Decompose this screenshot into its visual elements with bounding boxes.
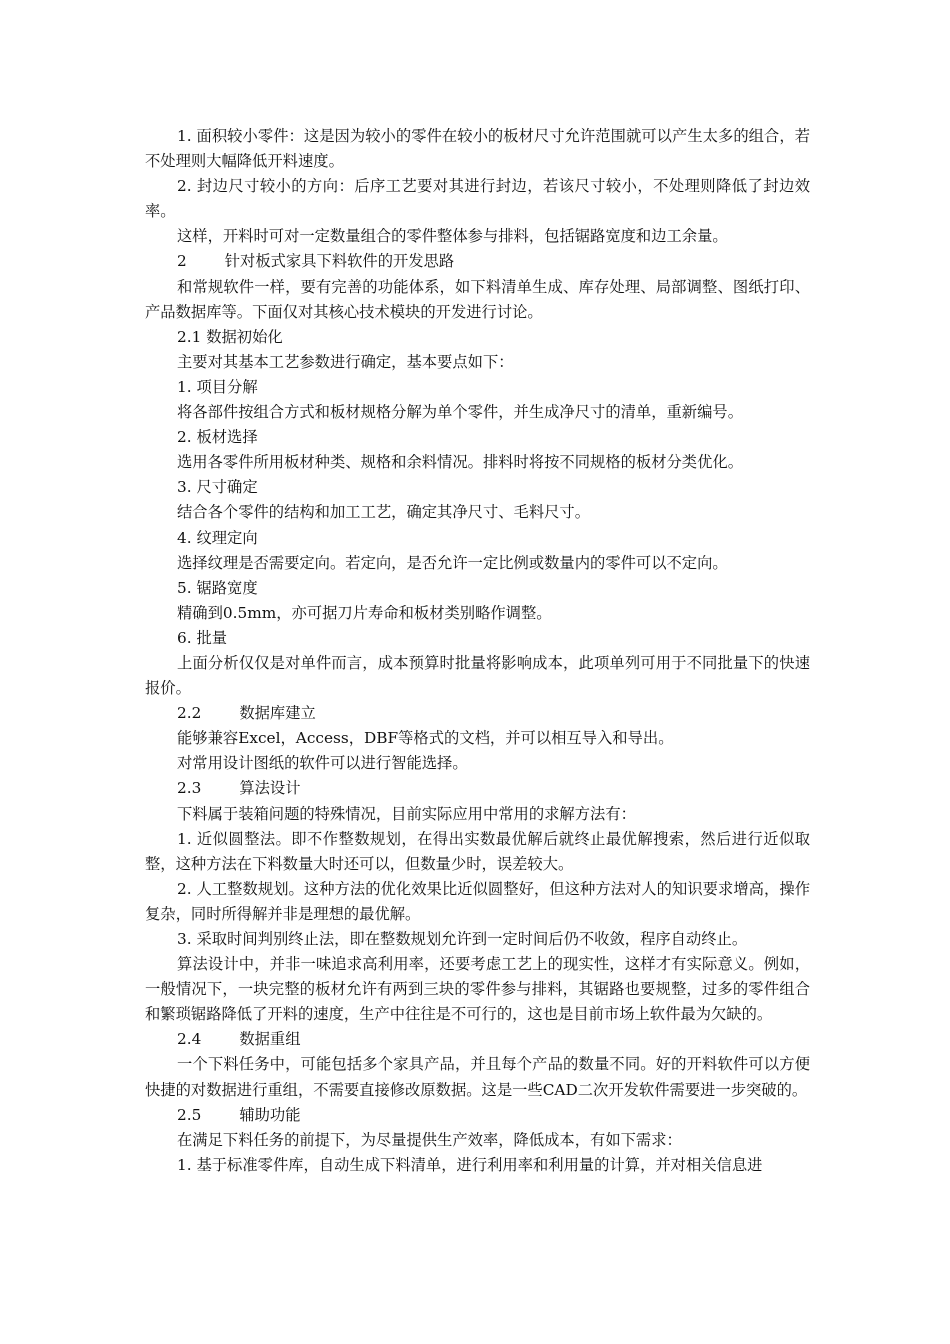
paragraph: 精确到0.5mm，亦可据刀片寿命和板材类别略作调整。 [177, 603, 552, 622]
list-item-heading: 3. 尺寸确定 [177, 478, 258, 497]
list-item-heading: 6. 批量 [177, 628, 228, 647]
section-heading-2 [145, 249, 810, 274]
paragraph: 将各部件按组合方式和板材规格分解为单个零件，并生成净尺寸的清单，重新编号。 [177, 403, 743, 422]
section-number: 2.3 [177, 779, 202, 798]
paragraph: 1. 基于标准零件库，自动生成下料清单，进行利用率和利用量的计算，并对相关信息进 [177, 1155, 763, 1174]
list-item-heading: 4. 纹理定向 [177, 528, 258, 547]
paragraph: 和常规软件一样，要有完善的功能体系，如下料清单生成、库存处理、局部调整、图纸打印、产品数据库等。下面仅对其核心技术模块的开发进行讨论。 [145, 277, 810, 321]
paragraph: 算法设计中，并非一味追求高利用率，还要考虑工艺上的现实性，这样才有实际意义。例如，一般情况下，一块完整的板材允许有两到三块的零件参与排料，其锯路也要规整，过多的零件组合和繁琐锯路降低了开料的速度，生产中往往是不可行的，这也是目前市场上软件最为欠缺的。 [145, 955, 810, 1024]
section-title: 辅助功能 [239, 1105, 301, 1124]
paragraph: 选用各零件所用板材种类、规格和余料情况。排料时将按不同规格的板材分类优化。 [177, 453, 743, 472]
paragraph: 结合各个零件的结构和加工工艺，确定其净尺寸、毛料尺寸。 [177, 503, 591, 522]
section-heading-2-1: 2.1 数据初始化 [177, 327, 283, 346]
list-item-heading: 2. 板材选择 [177, 428, 258, 447]
paragraph: 下料属于装箱问题的特殊情况，目前实际应用中常用的求解方法有： [177, 804, 636, 823]
list-item-heading: 1. 项目分解 [177, 377, 258, 396]
section-number: 2.4 [177, 1030, 202, 1049]
paragraph: 能够兼容Excel，Access，DBF等格式的文档，并可以相互导入和导出。 [177, 729, 674, 748]
paragraph: 对常用设计图纸的软件可以进行智能选择。 [177, 754, 468, 773]
paragraph: 1. 面积较小零件：这是因为较小的零件在较小的板材尺寸允许范围就可以产生太多的组合，若不处理则大幅降低开料速度。 [145, 127, 810, 171]
paragraph: 3. 采取时间判别终止法，即在整数规划允许到一定时间后仍不收敛，程序自动终止。 [177, 930, 748, 948]
section-title: 算法设计 [239, 779, 301, 798]
paragraph: 一个下料任务中，可能包括多个家具产品，并且每个产品的数量不同。好的开料软件可以方便快捷的对数据进行重组，不需要直接修改原数据。这是一些CAD二次开发软件需要进一步突破的。 [145, 1055, 810, 1099]
paragraph: 主要对其基本工艺参数进行确定，基本要点如下： [177, 352, 514, 371]
section-title: 针对板式家具下料软件的开发思路 [224, 252, 455, 271]
section-title: 数据库建立 [239, 704, 316, 723]
section-number: 2.5 [177, 1105, 202, 1124]
paragraph: 选择纹理是否需要定向。若定向，是否允许一定比例或数量内的零件可以不定向。 [177, 553, 728, 572]
paragraph: 2. 人工整数规划。这种方法的优化效果比近似圆整好，但这种方法对人的知识要求增高，操作复杂，同时所得解并非是理想的最优解。 [145, 879, 810, 923]
section-heading-2-4 [145, 1027, 810, 1052]
section-number: 2 [177, 252, 187, 271]
paragraph: 这样，开料时可对一定数量组合的零件整体参与排料，包括锯路宽度和边工余量。 [177, 227, 728, 246]
section-title: 数据重组 [239, 1030, 301, 1049]
section-heading-2-3 [145, 776, 810, 801]
paragraph: 在满足下料任务的前提下，为尽量提供生产效率，降低成本，有如下需求： [177, 1130, 682, 1149]
paragraph: 上面分析仅仅是对单件而言，成本预算时批量将影响成本，此项单列可用于不同批量下的快速报价。 [145, 653, 810, 698]
section-number: 2.2 [177, 704, 202, 723]
list-item-heading: 5. 锯路宽度 [177, 578, 258, 597]
section-heading-2-2 [145, 701, 810, 726]
paragraph: 2. 封边尺寸较小的方向：后序工艺要对其进行封边，若该尺寸较小，不处理则降低了封边效率。 [145, 177, 810, 221]
section-heading-2-5 [145, 1103, 810, 1128]
paragraph: 1. 近似圆整法。即不作整数规划，在得出实数最优解后就终止最优解搜索，然后进行近似取整，这种方法在下料数量大时还可以，但数量少时，误差较大。 [145, 829, 810, 873]
document-page [145, 124, 810, 1178]
